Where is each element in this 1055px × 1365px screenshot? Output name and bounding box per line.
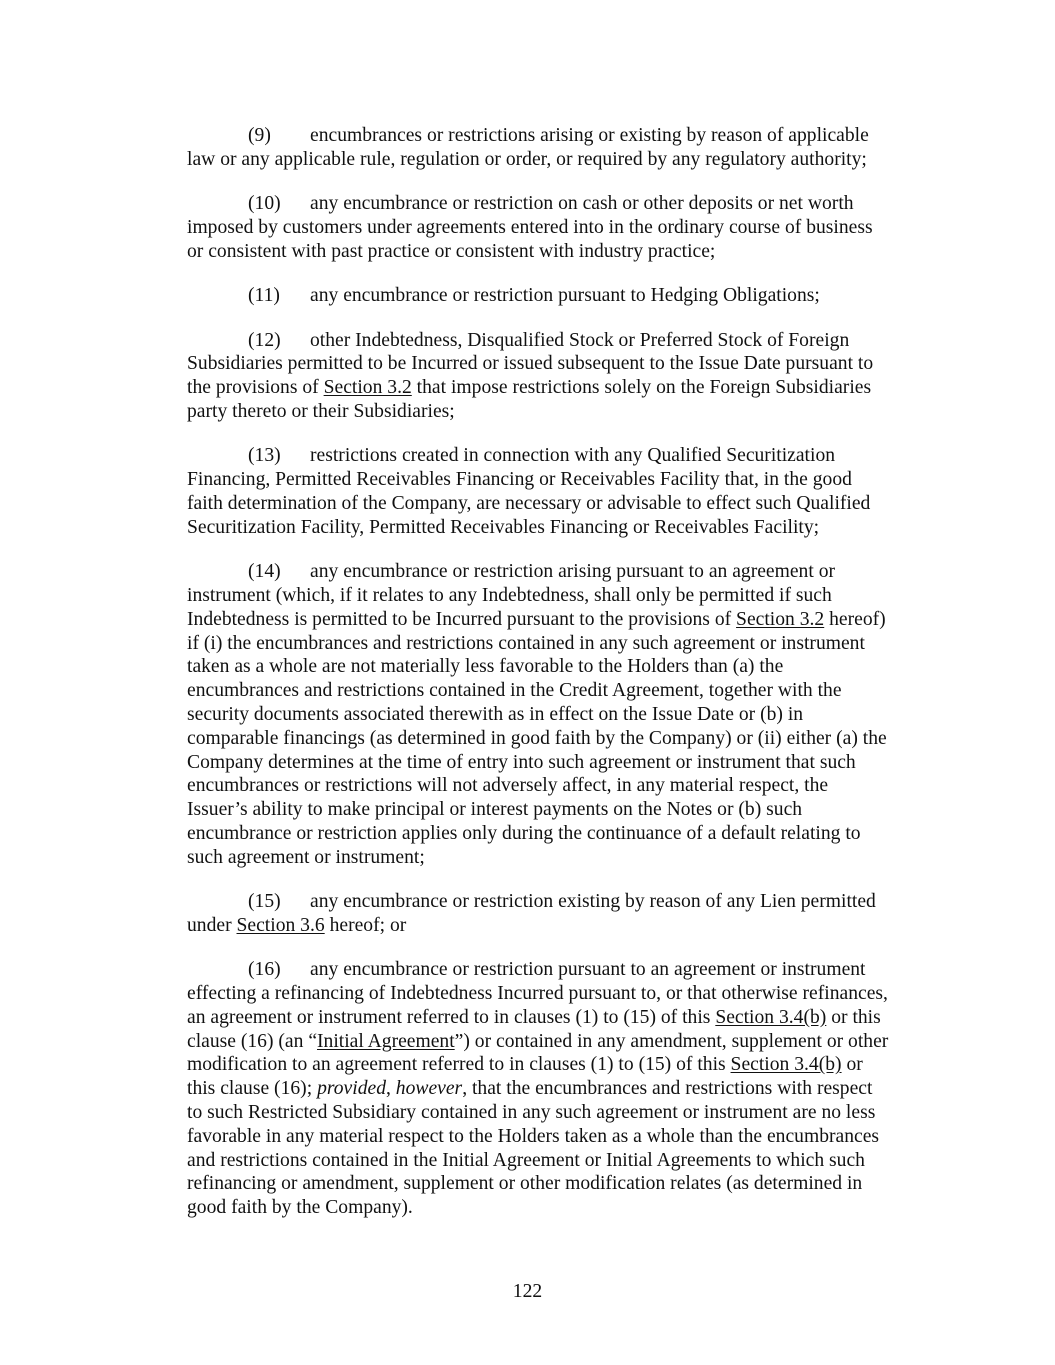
text-line xyxy=(187,376,929,400)
clause-paragraph xyxy=(187,890,929,938)
text-line xyxy=(187,444,929,468)
line-text: encumbrances and restrictions contained in the Credit Agreement, together with the xyxy=(187,680,842,702)
line-text: favorable in any material respect to the Holders taken as a whole than the encumbrances xyxy=(187,1125,880,1147)
line-text: encumbrance or restriction applies only during the continuance of a default relating to xyxy=(187,822,861,844)
clause-paragraph xyxy=(187,560,929,869)
line-text: or xyxy=(841,1054,863,1076)
clause-number: (10) xyxy=(248,193,281,215)
line-text: any encumbrance or restriction pursuant to an agreement or instrument xyxy=(310,959,866,981)
line-text: Issuer’s ability to make principal or interest payments on the Notes or (b) such xyxy=(187,799,803,821)
clause-paragraph xyxy=(187,284,929,308)
clause-number: (12) xyxy=(248,329,281,351)
line-text: modification to an agreement referred to in clauses (1) to (15) of this xyxy=(187,1054,731,1076)
text-line xyxy=(187,1101,929,1125)
line-text: effecting a refinancing of Indebtedness Incurred pursuant to, or that otherwise refinances, xyxy=(187,983,888,1005)
line-text: restrictions created in connection with any Qualified Securitization xyxy=(310,445,836,467)
clause-number: (9) xyxy=(248,125,271,146)
line-text: , xyxy=(386,1078,396,1100)
text-line xyxy=(187,727,929,751)
line-text: an agreement or instrument referred to in clauses (1) to (15) of this xyxy=(187,1006,716,1028)
text-line xyxy=(187,1030,929,1054)
text-line xyxy=(187,1149,929,1173)
line-text: instrument (which, if it relates to any Indebtedness, shall only be permitted if such xyxy=(187,584,832,606)
text-line xyxy=(187,240,929,264)
text-line xyxy=(187,329,929,353)
text-line xyxy=(187,751,929,775)
text-line xyxy=(187,516,929,540)
line-text: hereof; or xyxy=(324,914,407,936)
line-text: law or any applicable rule, regulation or order, or required by any regulatory authority; xyxy=(187,148,867,170)
line-text: or this xyxy=(826,1006,881,1028)
line-text: good faith by the Company). xyxy=(187,1197,413,1219)
document-body xyxy=(187,124,929,1220)
text-line xyxy=(187,1125,929,1149)
line-text: hereof) xyxy=(824,608,886,630)
section-reference: Initial Agreement xyxy=(317,1030,455,1052)
line-text: clause (16) (an “ xyxy=(187,1030,318,1052)
text-line xyxy=(187,468,929,492)
line-text: encumbrances or restrictions arising or existing by reason of applicable xyxy=(310,125,869,146)
clause-number: (13) xyxy=(248,445,281,467)
text-line xyxy=(187,284,929,308)
text-line xyxy=(187,1077,929,1101)
text-line xyxy=(187,982,929,1006)
text-line xyxy=(187,846,929,870)
line-text: Subsidiaries permitted to be Incurred or issued subsequent to the Issue Date pursuant to xyxy=(187,353,874,375)
emphasis-text: provided xyxy=(317,1078,386,1100)
text-line xyxy=(187,655,929,679)
section-reference: Section 3.2 xyxy=(736,608,825,630)
emphasis-text: however xyxy=(395,1078,463,1100)
text-line xyxy=(187,148,929,172)
line-text: the provisions of xyxy=(187,377,324,399)
clause-paragraph xyxy=(187,329,929,424)
text-line xyxy=(187,632,929,656)
line-text: security documents associated therewith as in effect on the Issue Date or (b) in xyxy=(187,703,804,725)
text-line xyxy=(187,608,929,632)
line-text: comparable financings (as determined in good faith by the Company) or (ii) either (a) the xyxy=(187,727,887,749)
clause-number: (11) xyxy=(248,285,280,307)
text-line xyxy=(187,352,929,376)
line-text: if (i) the encumbrances and restrictions contained in any such agreement or instrument xyxy=(187,632,865,654)
text-line xyxy=(187,124,929,148)
clause-number: (14) xyxy=(248,561,281,583)
section-reference: Section 3.4(b) xyxy=(730,1054,842,1076)
text-line xyxy=(187,703,929,727)
section-reference: Section 3.4(b) xyxy=(715,1006,827,1028)
text-line xyxy=(187,192,929,216)
text-line xyxy=(187,1172,929,1196)
line-text: that impose restrictions solely on the Foreign Subsidiaries xyxy=(411,377,872,399)
text-line xyxy=(187,958,929,982)
line-text: any encumbrance or restriction on cash or other deposits or net worth xyxy=(310,193,854,215)
line-text: under xyxy=(187,914,237,936)
clause-paragraph xyxy=(187,958,929,1220)
clause-paragraph xyxy=(187,124,929,172)
line-text: other Indebtedness, Disqualified Stock or Preferred Stock of Foreign xyxy=(310,329,850,351)
line-text: taken as a whole are not materially less favorable to the Holders than (a) the xyxy=(187,656,784,678)
line-text: refinancing or amendment, supplement or other modification relates (as determined in xyxy=(187,1173,863,1195)
line-text: imposed by customers under agreements entered into in the ordinary course of business xyxy=(187,216,873,238)
line-text: or consistent with past practice or consistent with industry practice; xyxy=(187,240,716,262)
line-text: Company determines at the time of entry into such agreement or instrument that such xyxy=(187,751,856,773)
text-line xyxy=(187,774,929,798)
text-line xyxy=(187,798,929,822)
text-line xyxy=(187,822,929,846)
text-line xyxy=(187,914,929,938)
line-text: this clause (16); xyxy=(187,1078,318,1100)
line-text: any encumbrance or restriction arising pursuant to an agreement or xyxy=(310,561,836,583)
text-line xyxy=(187,1053,929,1077)
page-number: 122 xyxy=(512,1281,543,1302)
text-line xyxy=(187,1006,929,1030)
text-line xyxy=(187,560,929,584)
line-text: party thereto or their Subsidiaries; xyxy=(187,400,455,422)
line-text: Securitization Facility, Permitted Receivables Financing or Receivables Facility; xyxy=(187,516,820,538)
text-line xyxy=(187,890,929,914)
line-text: faith determination of the Company, are necessary or advisable to effect such Qualified xyxy=(187,492,871,514)
text-line xyxy=(187,1196,929,1220)
text-line xyxy=(187,584,929,608)
section-reference: Section 3.6 xyxy=(236,914,325,936)
line-text: such agreement or instrument; xyxy=(187,846,425,868)
clause-paragraph xyxy=(187,192,929,263)
section-reference: Section 3.2 xyxy=(323,377,412,399)
text-line xyxy=(187,492,929,516)
line-text: , that the encumbrances and restrictions with respect xyxy=(462,1078,873,1100)
line-text: and restrictions contained in the Initial Agreement or Initial Agreements to which such xyxy=(187,1149,865,1171)
clause-paragraph xyxy=(187,444,929,539)
line-text: ”) or contained in any amendment, supplement or other xyxy=(454,1030,889,1052)
clause-number: (16) xyxy=(248,959,281,981)
line-text: to such Restricted Subsidiary contained in any such agreement or instrument are no less xyxy=(187,1102,876,1124)
text-line xyxy=(187,679,929,703)
line-text: encumbrances or restrictions will not adversely affect, in any material respect, the xyxy=(187,775,829,797)
text-line xyxy=(187,216,929,240)
clause-number: (15) xyxy=(248,891,281,913)
text-line xyxy=(187,400,929,424)
line-text: Indebtedness is permitted to be Incurred pursuant to the provisions of xyxy=(187,608,737,630)
line-text: any encumbrance or restriction pursuant to Hedging Obligations; xyxy=(310,285,820,307)
line-text: any encumbrance or restriction existing by reason of any Lien permitted xyxy=(310,891,876,913)
line-text: Financing, Permitted Receivables Financing or Receivables Facility that, in the good xyxy=(187,469,852,491)
